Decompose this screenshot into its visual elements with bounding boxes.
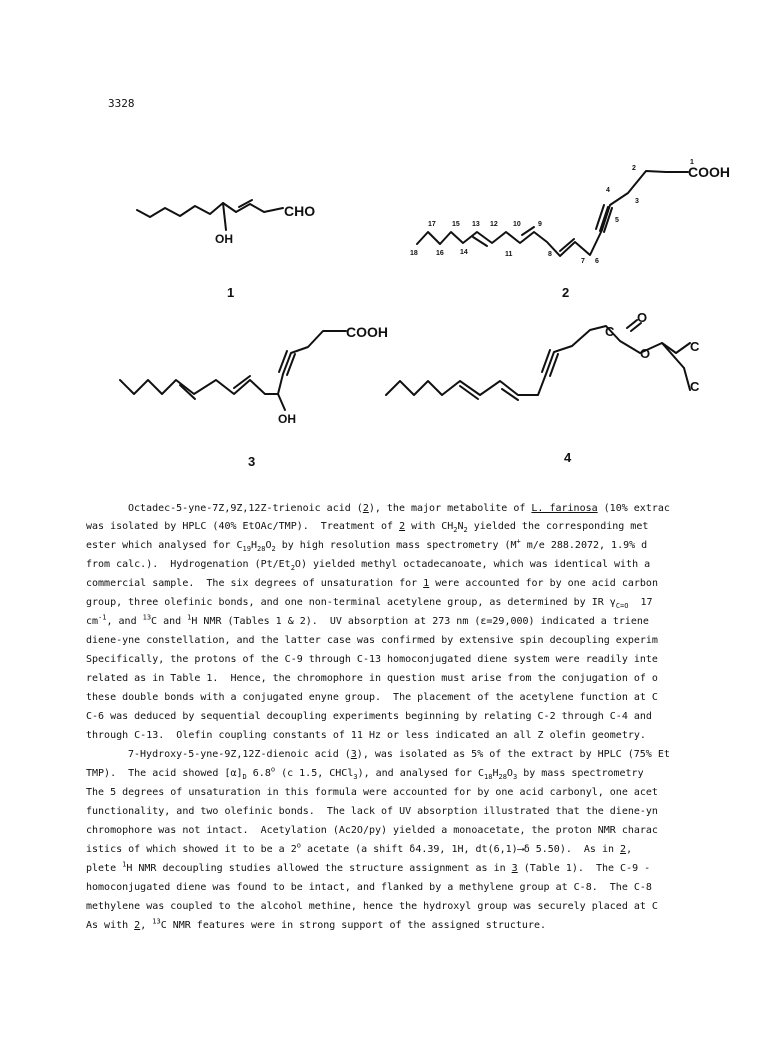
text-line: Specifically, the protons of the C-9 through C-13 homoconjugated diene system were readily inte xyxy=(86,654,658,665)
s1-cho-label: CHO xyxy=(284,203,316,219)
text-line: from calc.). Hydrogenation $(Pt/Et_2O)$ yielded methyl octadecanoate, which was identical with a xyxy=(86,559,651,572)
s2-atom-6: 6 xyxy=(595,258,599,265)
text-line: istics of which showed it to be a 2$^o$ acetate (a shift δ4.39, 1H, dt(6,1)⟶δ 5.50). As in 2, xyxy=(86,841,633,855)
text-line: methylene was coupled to the alcohol methine, hence the hydroxyl group was securely placed at C xyxy=(86,901,658,912)
text-line: $cm^{-1}$, and $^{13}$C and $^1$H NMR (Tables 1 & 2). UV absorption at 273 nm (ε=29,000) indicated a triene xyxy=(86,613,649,627)
s2-atom-11: 11 xyxy=(505,251,513,258)
s2-atom-1: 1 xyxy=(690,159,694,166)
s2-atom-13: 13 xyxy=(472,221,480,228)
s1-oh-label: OH xyxy=(215,232,233,246)
s2-atom-4: 4 xyxy=(606,187,610,194)
s3-compound-number: 3 xyxy=(248,454,256,469)
s4-ester-o-label: O xyxy=(640,346,651,361)
s2-atom-14: 14 xyxy=(460,249,468,256)
text-line: 7-Hydroxy-5-yne-9Z,12Z-dienoic acid (3), was isolated as 5% of the extract by HPLC (75% Et xyxy=(128,749,670,760)
s4-carbonyl-c-label: C xyxy=(605,324,615,339)
s2-cooh-label: COOH xyxy=(688,164,730,180)
text-line: Octadec-5-yne-7Z,9Z,12Z-trienoic acid (2), the major metabolite of L. farinosa (10% extrac xyxy=(128,503,670,514)
text-line: group, three olefinic bonds, and one non-terminal acetylene group, as determined by IR $\gamma_{C=O}$ 17 xyxy=(86,597,653,610)
s2-compound-number: 2 xyxy=(562,285,570,300)
text-line: TMP). The acid showed $[\alpha]_D$ 6.8$^o$ (c 1.5, CHCl$_3$), and analysed for $C_{18}H_{28}O_3$ by mass spectrometry xyxy=(86,765,644,781)
text-line: homoconjugated diene was found to be intact, and flanked by a methylene group at C-8. The C-8 xyxy=(86,882,652,893)
s2-atom-7: 7 xyxy=(581,258,585,265)
text-line: commercial sample. The six degrees of unsaturation for 1 were accounted for by one acid carbon xyxy=(86,578,658,589)
text-line: As with 2, $^{13}$C NMR features were in strong support of the assigned structure. xyxy=(86,917,546,931)
s2-atom-12: 12 xyxy=(490,221,498,228)
s1-compound-number: 1 xyxy=(227,285,235,300)
s2-atom-2: 2 xyxy=(632,165,636,172)
s2-atom-15: 15 xyxy=(452,221,460,228)
text-line: through C-13. Olefin coupling constants of 11 Hz or less indicated an all Z olefin geometry. xyxy=(86,730,646,741)
s2-atom-18: 18 xyxy=(410,250,418,257)
s4-carbonyl-o-label: O xyxy=(637,310,648,325)
text-line: The 5 degrees of unsaturation in this formula were accounted for by one acid carbonyl, one acet xyxy=(86,787,658,798)
s2-atom-10: 10 xyxy=(513,221,521,228)
text-line: these double bonds with a conjugated enyne group. The placement of the acetylene function at C xyxy=(86,692,658,703)
text-line: chromophore was not intact. Acetylation (Ac2O/py) yielded a monoacetate, the proton NMR charac xyxy=(86,825,658,836)
text-line: diene-yne constellation, and the latter case was confirmed by extensive spin decoupling experim xyxy=(86,635,658,646)
text-line: C-6 was deduced by sequential decoupling experiments beginning by relating C-2 through C-4 and xyxy=(86,711,652,722)
text-line: functionality, and two olefinic bonds. The lack of UV absorption illustrated that the diene-yn xyxy=(86,806,658,817)
s2-atom-17: 17 xyxy=(428,221,436,228)
s4-cut-c-label-1: C xyxy=(690,339,700,354)
text-line: plete $^1$H NMR decoupling studies allowed the structure assignment as in 3 (Table 1). The C-9 - xyxy=(86,860,651,874)
s2-atom-8: 8 xyxy=(548,251,552,258)
text-line: related as in Table 1. Hence, the chromophore in question must arise from the conjugation of o xyxy=(86,673,658,684)
s3-oh-label: OH xyxy=(278,412,296,426)
s2-atom-9: 9 xyxy=(538,221,542,228)
s4-compound-number: 4 xyxy=(564,450,572,465)
s4-cut-c-label-2: C xyxy=(690,379,700,394)
page-number: 3328 xyxy=(108,97,135,110)
s2-atom-3: 3 xyxy=(635,198,639,205)
s3-cooh-label: COOH xyxy=(346,324,388,340)
text-line: was isolated by HPLC (40% EtOAc/TMP). Treatment of 2 with $CH_2N_2$ yielded the corresponding met xyxy=(86,521,649,534)
s2-atom-16: 16 xyxy=(436,250,444,257)
text-line: ester which analysed for $C_{19}H_{28}O_2$ by high resolution mass spectrometry (M+ m/e 288.2072, 1.9% d xyxy=(86,537,648,553)
s2-atom-5: 5 xyxy=(615,217,619,224)
